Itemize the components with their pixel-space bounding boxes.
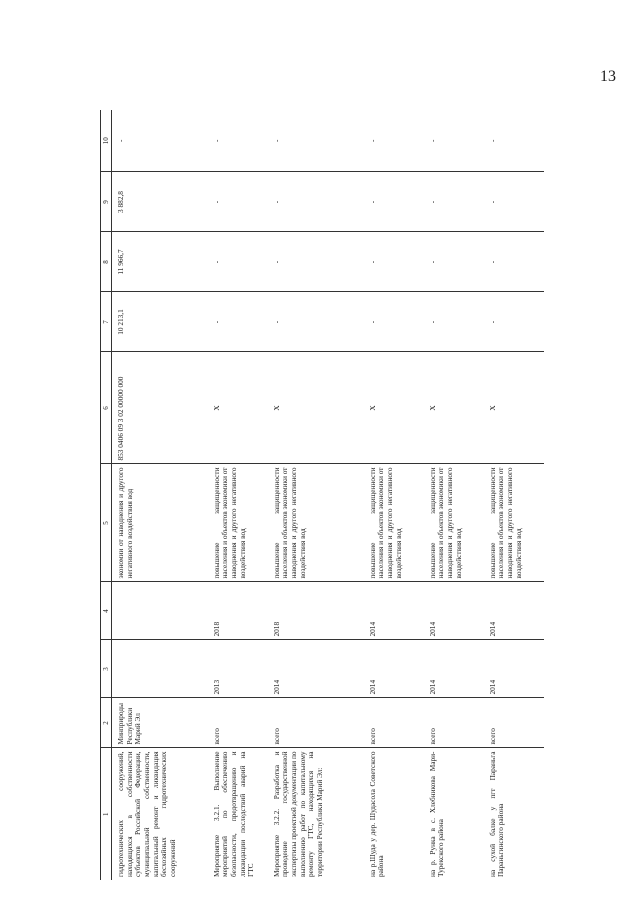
table-cell-col6: X xyxy=(208,352,268,464)
table-cell-col2: всего xyxy=(484,698,544,748)
table-cell-col4: 2018 xyxy=(208,582,268,640)
table-cell-col3: 2014 xyxy=(268,640,364,698)
table-cell-col3: 2013 xyxy=(208,640,268,698)
header-cell: 7 xyxy=(101,292,112,352)
table-cell-col8: - xyxy=(424,232,484,292)
header-cell: 10 xyxy=(101,110,112,172)
table-cell-col8: 11 966,7 xyxy=(112,232,208,292)
table-cell-col9: - xyxy=(364,172,424,232)
table-row xyxy=(364,110,424,880)
table-cell-col2: всего xyxy=(208,698,268,748)
table-cell-col3: 2014 xyxy=(424,640,484,698)
table-row xyxy=(424,110,484,880)
table-cell-col1: на р. Рунка в с. Хлебникова Мари-Турекского района xyxy=(424,748,484,880)
header-cell: 4 xyxy=(101,582,112,640)
table-cell-col1: гидротехнических сооружений, находящихся в собственности субъектов Российской Федерации, муниципальной собственности, капитальный ремонт и ликвидация бесхозяйных гидротехнических сооружений xyxy=(112,748,208,880)
table-cell-col10: - xyxy=(271,139,281,142)
table-cell-col2: Минприроды Республики Марий Эл xyxy=(112,698,208,748)
table-cell-col6: X xyxy=(484,352,544,464)
table-cell-col5: повышение защищенности населения и объектов экономики от наводнения и другого негативного воздействия вод xyxy=(364,464,424,582)
table-cell-col7: - xyxy=(364,292,424,352)
table-cell-col8: - xyxy=(208,232,268,292)
table-row xyxy=(484,110,544,880)
header-cell: 5 xyxy=(101,464,112,582)
table-cell-col8: - xyxy=(364,232,424,292)
table-row xyxy=(208,110,268,880)
table-cell-col10: - xyxy=(427,139,437,142)
table-cell-col9: - xyxy=(208,172,268,232)
header-cell: 3 xyxy=(101,640,112,698)
table-cell-col7: - xyxy=(268,292,364,352)
rotated-table-wrapper xyxy=(100,110,600,880)
table-header-row xyxy=(101,110,112,880)
table-cell-col10: - xyxy=(367,139,377,142)
table-cell-col9: 3 882,8 xyxy=(112,172,208,232)
table-cell-col3: 2014 xyxy=(364,640,424,698)
table-cell-col5: экономии от наводнения и другого негативного воздействия вод xyxy=(112,464,208,582)
table-row xyxy=(112,110,208,880)
table-cell-col3 xyxy=(112,640,208,698)
table-cell-col6: X xyxy=(268,352,364,464)
header-cell: 2 xyxy=(101,698,112,748)
table-cell-col7: - xyxy=(424,292,484,352)
table-cell-col6: X xyxy=(364,352,424,464)
table-cell-col4: 2014 xyxy=(424,582,484,640)
table-cell-col1: на р.Шуда у дер. Шудасола Советского района xyxy=(364,748,424,880)
table-cell-col6: 853 0406 09 3 02 00000 000 xyxy=(112,352,208,464)
table-cell-col1: Мероприятие 3.2.1. Выполнение мероприятий по обеспечению безопасности, предотвращению и ликвидации последствий аварий на ГТС xyxy=(208,748,268,880)
table-cell-col4: 2014 xyxy=(484,582,544,640)
table-cell-col7: - xyxy=(208,292,268,352)
table-cell-col4: 2018 xyxy=(268,582,364,640)
table-cell-col7: - xyxy=(484,292,544,352)
table-cell-col10: - xyxy=(487,139,497,142)
table-cell-col4: 2014 xyxy=(364,582,424,640)
table-cell-col1: Мероприятие 3.2.2. Разработка и проведение государственной экспертизы проектной документации по выполнению работ по капитальному ремонту ГТС, находящихся на территории Республики Марий Эл: xyxy=(268,748,364,880)
measures-table xyxy=(100,110,544,880)
table-cell-col2: всего xyxy=(268,698,364,748)
table-cell-col5: повышение защищенности населения и объектов экономики от наводнения и другого негативного воздействия вод xyxy=(268,464,364,582)
table-cell-col2: всего xyxy=(364,698,424,748)
table-cell-col3: 2014 xyxy=(484,640,544,698)
table-cell-col10: - xyxy=(116,139,126,142)
table-cell-col5: повышение защищенности населения и объектов экономики от наводнения и другого негативного воздействия вод xyxy=(484,464,544,582)
header-cell: 8 xyxy=(101,232,112,292)
table-cell-col5: повышение защищенности населения и объектов экономики от наводнения и другого негативного воздействия вод xyxy=(424,464,484,582)
table-cell-col10: - xyxy=(211,139,221,142)
table-row xyxy=(268,110,364,880)
table-cell-col9: - xyxy=(424,172,484,232)
header-cell: 1 xyxy=(101,748,112,880)
table-cell-col8: - xyxy=(484,232,544,292)
table-cell-col7: 10 213,1 xyxy=(112,292,208,352)
table-cell-col1: на сухой балке у пгт Параньга Параньгинского района xyxy=(484,748,544,880)
table-cell-col8: - xyxy=(268,232,364,292)
page-number: 13 xyxy=(600,68,616,85)
table-cell-col2: всего xyxy=(424,698,484,748)
table-cell-col6: X xyxy=(424,352,484,464)
table-cell-col4 xyxy=(112,582,208,640)
table-cell-col9: - xyxy=(484,172,544,232)
header-cell: 9 xyxy=(101,172,112,232)
table-cell-col5: повышение защищенности населения и объектов экономики от наводнения и другого негативного воздействия вод xyxy=(208,464,268,582)
table-cell-col9: - xyxy=(268,172,364,232)
header-cell: 6 xyxy=(101,352,112,464)
